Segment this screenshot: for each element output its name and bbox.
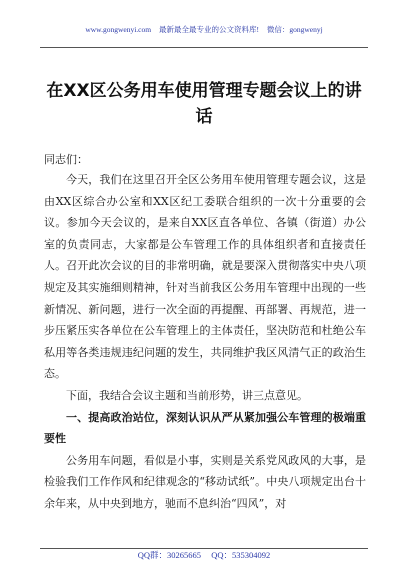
section-heading: 一、提高政治站位，深刻认识从严从紧加强公车管理的极端重要性 <box>44 410 366 446</box>
header-website[interactable]: www.gongwenyi.com <box>85 25 152 34</box>
greeting: 同志们： <box>44 153 88 166</box>
page-footer <box>0 549 408 561</box>
paragraph: 公务用车问题，看似是小事，实则是关系党风政风的大事，是检验我们工作作风和纪律观念的“移动试纸”。中央八项规定出台十余年来，从中央到地方，驰而不息纠治“四风”，对 <box>44 453 366 510</box>
header-wechat: 微信：gongwenyj <box>266 25 323 34</box>
footer-qq-group: QQ群：30265665 <box>137 550 202 560</box>
paragraph: 下面，我结合会议主题和当前形势，讲三点意见。 <box>66 388 308 402</box>
document-body <box>44 169 366 515</box>
document-title: 在XX区公务用车使用管理专题会议上的讲话 <box>46 81 362 127</box>
header-slogan: 最新最全最专业的公文资料库! <box>158 25 259 34</box>
header-divider <box>40 47 368 48</box>
paragraph: 今天，我们在这里召开全区公务用车使用管理专题会议，这是由XX区综合办公室和XX区纪工委联合组织的一次十分重要的会议。参加今天会议的，是来自XX区直各单位、各镇（街道）办公室的负责同志，大家都是公车管理工作的具体组织者和直接责任人。召开此次会议的目的非常明确，就是要深入贯彻落实中央八项规定及其实施细则精神，针对当前我区公务用车管理中出现的一些新情况、新问题，进行一次全面的再提醒、再部署、再规范，进一步压紧压实各单位在公车管理上的主体责任，坚决防范和杜绝公车私用等各类违规违纪问题的发生，共同维护我区风清气正的政治生态。 <box>44 173 366 381</box>
page-header <box>40 24 368 46</box>
footer-qq: QQ：535304092 <box>211 550 271 560</box>
